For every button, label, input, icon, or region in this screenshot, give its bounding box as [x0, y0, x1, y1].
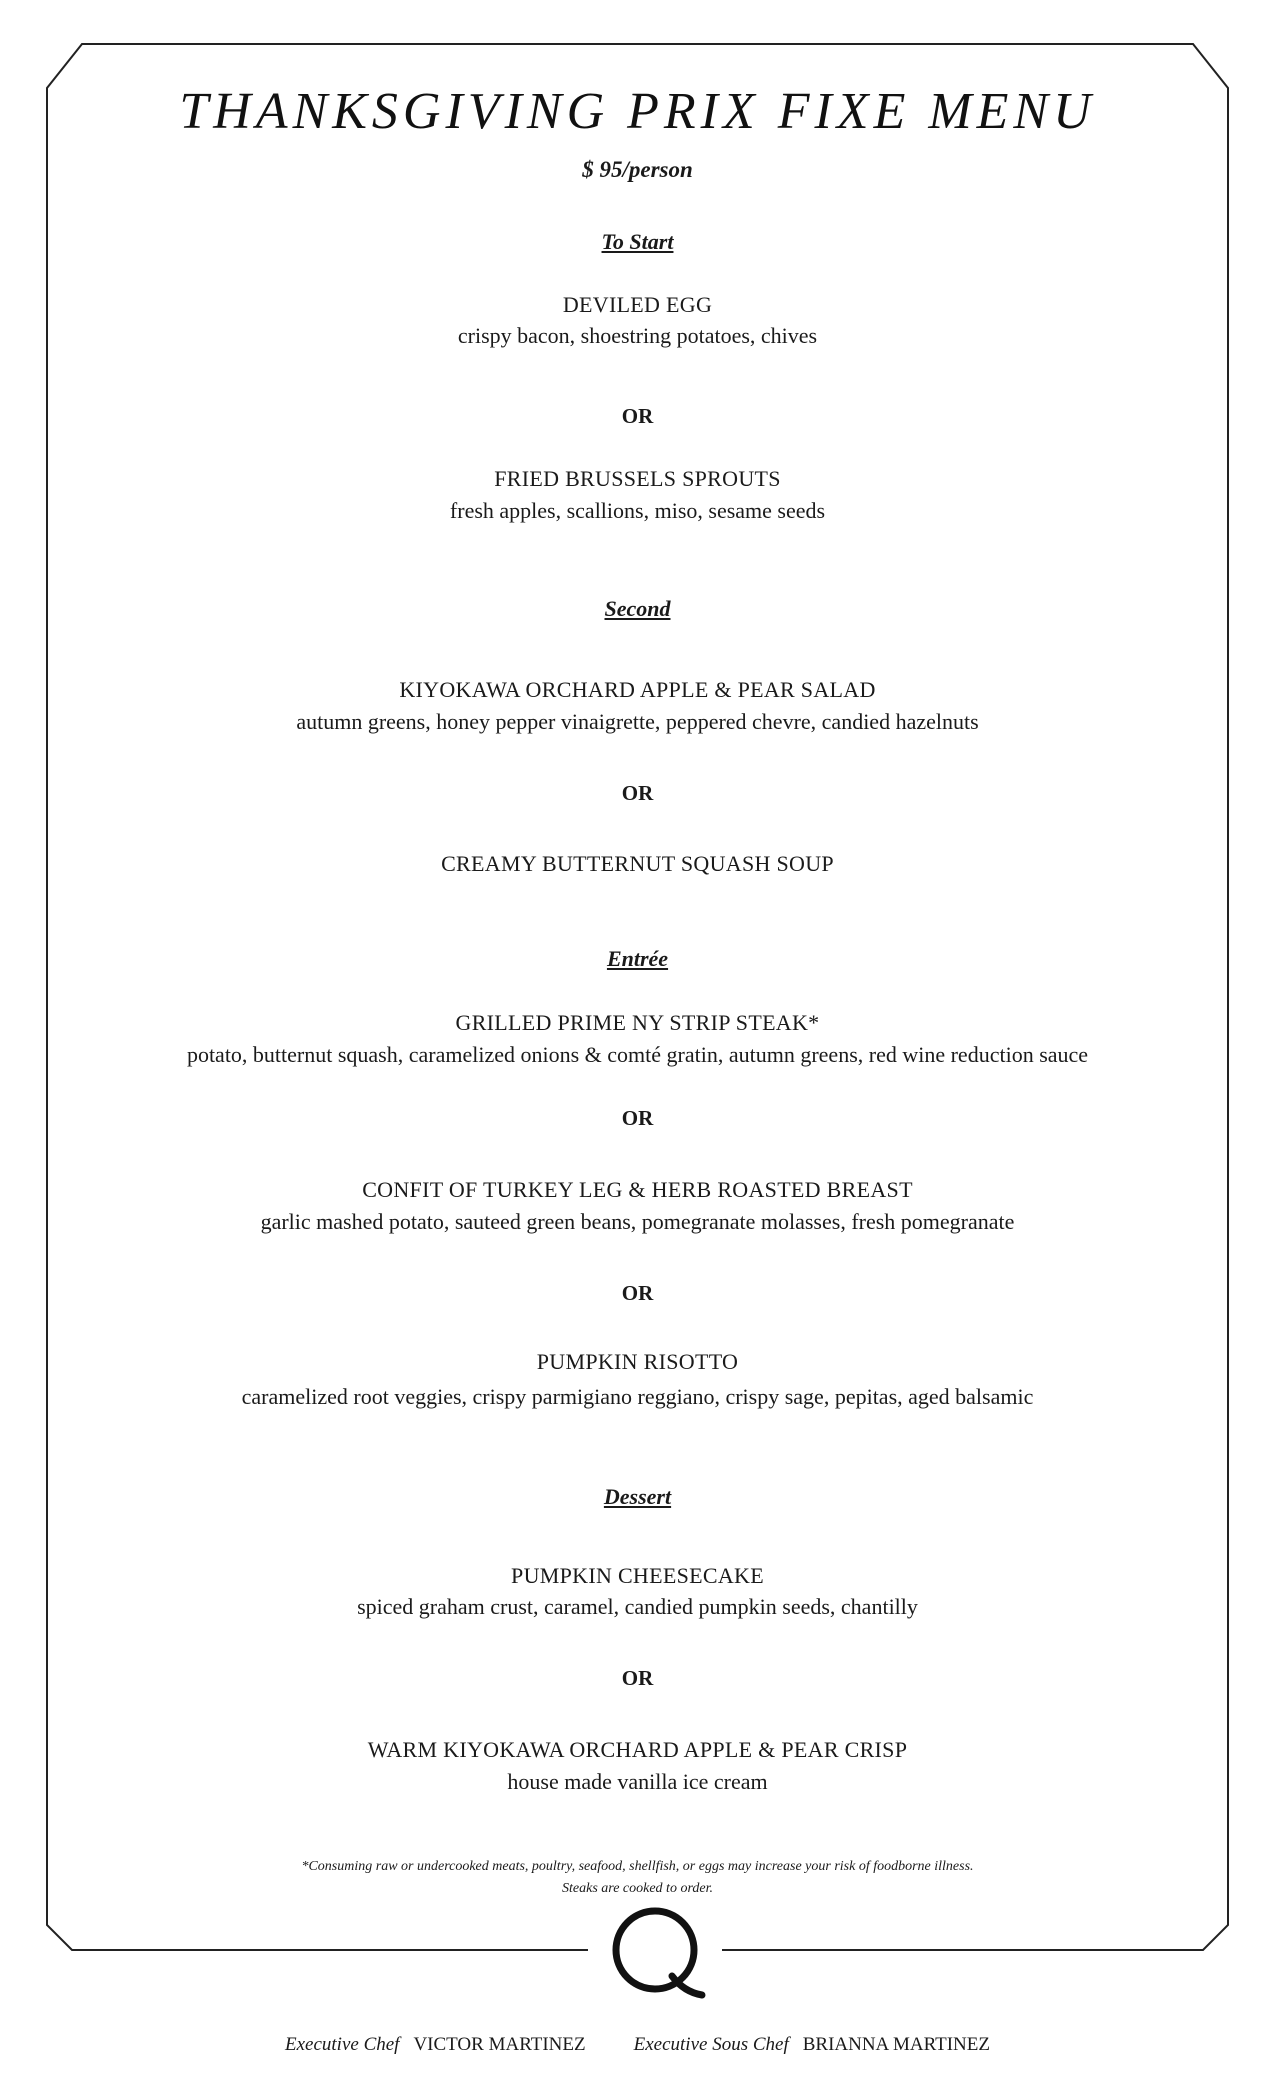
disclaimer-line: *Consuming raw or undercooked meats, poultry, seafood, shellfish, or eggs may increase your risk of foodborne illness. — [301, 1859, 974, 1874]
dish-name: FRIED BRUSSELS SPROUTS — [494, 466, 781, 491]
dish-name: PUMPKIN CHEESECAKE — [511, 1563, 764, 1588]
dish-name: KIYOKAWA ORCHARD APPLE & PEAR SALAD — [399, 677, 876, 702]
dish-description: fresh apples, scallions, miso, sesame seeds — [449, 498, 826, 523]
or-divider: OR — [621, 1281, 654, 1305]
executive-chef-name: VICTOR MARTINEZ — [413, 2034, 586, 2055]
section-heading-second: Second — [604, 596, 671, 621]
dish-name: CONFIT OF TURKEY LEG & HERB ROASTED BREAST — [362, 1177, 913, 1202]
dish-description: garlic mashed potato, sauteed green beans, pomegranate molasses, fresh pomegranate — [260, 1209, 1015, 1234]
or-divider: OR — [621, 1106, 654, 1130]
menu-price: $ 95/person — [582, 157, 693, 182]
or-divider: OR — [621, 404, 654, 428]
dish-description: autumn greens, honey pepper vinaigrette, peppered chevre, candied hazelnuts — [296, 709, 979, 734]
section-heading-to-start: To Start — [601, 229, 674, 254]
dish-name: GRILLED PRIME NY STRIP STEAK* — [455, 1010, 820, 1035]
disclaimer-line: Steaks are cooked to order. — [562, 1881, 713, 1896]
or-divider: OR — [621, 781, 654, 805]
chef-credits — [0, 2034, 1275, 2056]
dish-description: house made vanilla ice cream — [507, 1769, 768, 1794]
dish-name: CREAMY BUTTERNUT SQUASH SOUP — [441, 851, 834, 876]
dish-description: crispy bacon, shoestring potatoes, chives — [457, 323, 818, 348]
dish-name: WARM KIYOKAWA ORCHARD APPLE & PEAR CRISP — [367, 1737, 908, 1762]
sous-chef-name: BRIANNA MARTINEZ — [802, 2034, 990, 2055]
dish-description: potato, butternut squash, caramelized onions & comté gratin, autumn greens, red wine reduction sauce — [186, 1042, 1089, 1067]
dish-description: spiced graham crust, caramel, candied pumpkin seeds, chantilly — [357, 1594, 918, 1619]
executive-chef-role: Executive Chef — [284, 2034, 400, 2055]
q-logo-icon — [616, 1911, 702, 1995]
sous-chef-role: Executive Sous Chef — [633, 2034, 789, 2055]
section-heading-entree: Entrée — [606, 946, 669, 971]
dish-name: PUMPKIN RISOTTO — [536, 1349, 739, 1374]
menu-title: THANKSGIVING PRIX FIXE MENU — [179, 83, 1096, 140]
dish-name: DEVILED EGG — [562, 292, 713, 317]
section-heading-dessert: Dessert — [603, 1484, 672, 1509]
dish-description: caramelized root veggies, crispy parmigiano reggiano, crispy sage, pepitas, aged balsamic — [241, 1384, 1034, 1409]
or-divider: OR — [621, 1666, 654, 1690]
